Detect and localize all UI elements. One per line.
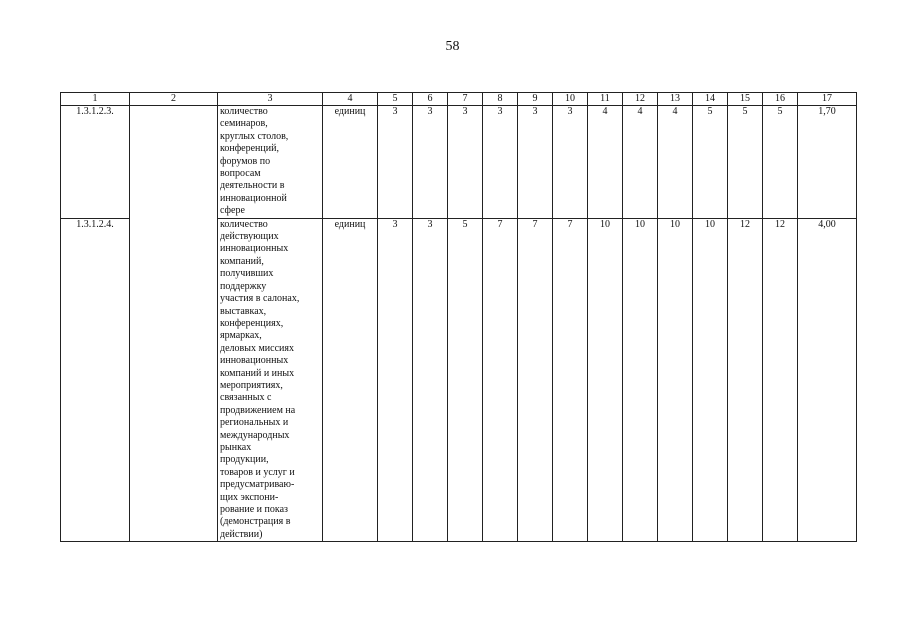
row-value: 4 bbox=[658, 106, 693, 219]
row-value: 4 bbox=[588, 106, 623, 219]
description-line: количество bbox=[220, 106, 268, 117]
row-value: 10 bbox=[658, 218, 693, 542]
description-line: предусматриваю- bbox=[220, 479, 295, 491]
row-value: 3 bbox=[413, 106, 448, 219]
row-value: 7 bbox=[483, 218, 518, 542]
description-line: рынках bbox=[220, 441, 252, 453]
description-line: вопросам bbox=[220, 168, 261, 180]
description-line: конференций, bbox=[220, 143, 279, 155]
column-header: 1 bbox=[61, 93, 130, 106]
column-header: 15 bbox=[728, 93, 763, 106]
header-row bbox=[61, 93, 857, 106]
row-value: 10 bbox=[623, 218, 658, 542]
table-row bbox=[61, 106, 857, 219]
column-header: 7 bbox=[448, 93, 483, 106]
description-line: деятельности в bbox=[220, 180, 285, 192]
description-line: выставках, bbox=[220, 305, 267, 317]
description-line: количество bbox=[220, 218, 268, 230]
row-value: 7 bbox=[518, 218, 553, 542]
row-last-value: 4,00 bbox=[798, 218, 857, 542]
row-description bbox=[218, 218, 323, 542]
description-line: участия в салонах, bbox=[220, 293, 300, 305]
description-line: международных bbox=[220, 429, 290, 441]
description-line: компаний, bbox=[220, 255, 264, 267]
description-line: получивших bbox=[220, 268, 274, 280]
row-value: 12 bbox=[728, 218, 763, 542]
row-value: 5 bbox=[693, 106, 728, 219]
row-value: 5 bbox=[763, 106, 798, 219]
row-value: 3 bbox=[448, 106, 483, 219]
column-header: 14 bbox=[693, 93, 728, 106]
row-value: 5 bbox=[448, 218, 483, 542]
description-line: действии) bbox=[220, 528, 263, 540]
row-value: 10 bbox=[588, 218, 623, 542]
column-header: 17 bbox=[798, 93, 857, 106]
description-line: семинаров, bbox=[220, 118, 268, 130]
description-line: компаний и иных bbox=[220, 367, 295, 379]
row-value: 3 bbox=[378, 218, 413, 542]
description-line: поддержку bbox=[220, 280, 267, 292]
row-code: 1.3.1.2.3. bbox=[61, 106, 130, 219]
row-col2 bbox=[130, 106, 218, 542]
description-line: продвижением на bbox=[220, 404, 296, 416]
description-line: рование и показ bbox=[220, 504, 288, 515]
row-value: 10 bbox=[693, 218, 728, 542]
row-value: 12 bbox=[763, 218, 798, 542]
row-code: 1.3.1.2.4. bbox=[61, 218, 130, 542]
row-value: 3 bbox=[518, 106, 553, 219]
column-header: 8 bbox=[483, 93, 518, 106]
row-value: 3 bbox=[378, 106, 413, 219]
description-line: конференциях, bbox=[220, 317, 284, 329]
row-unit: единиц bbox=[323, 218, 378, 542]
row-value: 3 bbox=[413, 218, 448, 542]
row-unit: единиц bbox=[323, 106, 378, 219]
column-header: 11 bbox=[588, 93, 623, 106]
description-line: сфере bbox=[220, 205, 245, 217]
description-line: круглых столов, bbox=[220, 130, 289, 142]
description-line: инновационных bbox=[220, 243, 289, 255]
description-line: региональных и bbox=[220, 417, 289, 429]
indicator-table bbox=[60, 92, 857, 542]
description-line: товаров и услуг и bbox=[220, 466, 295, 478]
column-header: 5 bbox=[378, 93, 413, 106]
page-number: 58 bbox=[445, 39, 460, 54]
description-line: (демонстрация в bbox=[220, 516, 291, 528]
column-header: 2 bbox=[130, 93, 218, 106]
description-line: связанных с bbox=[220, 392, 272, 404]
description-line: инновационной bbox=[220, 192, 287, 204]
column-header: 6 bbox=[413, 93, 448, 106]
column-header: 10 bbox=[553, 93, 588, 106]
row-value: 5 bbox=[728, 106, 763, 219]
description-line: щих экспони- bbox=[220, 491, 279, 503]
description-line: форумов по bbox=[220, 155, 271, 167]
description-line: мероприятиях, bbox=[220, 379, 283, 391]
row-value: 4 bbox=[623, 106, 658, 219]
description-line: ярмарках, bbox=[220, 330, 262, 342]
row-last-value: 1,70 bbox=[798, 106, 857, 219]
row-value: 3 bbox=[483, 106, 518, 219]
description-line: инновационных bbox=[220, 355, 289, 367]
column-header: 9 bbox=[518, 93, 553, 106]
description-line: деловых миссиях bbox=[220, 342, 294, 354]
column-header: 3 bbox=[218, 93, 323, 106]
row-value: 3 bbox=[553, 106, 588, 219]
description-line: действующих bbox=[220, 231, 279, 243]
column-header: 4 bbox=[323, 93, 378, 106]
column-header: 16 bbox=[763, 93, 798, 106]
description-line: продукции, bbox=[220, 454, 269, 466]
column-header: 12 bbox=[623, 93, 658, 106]
row-value: 7 bbox=[553, 218, 588, 542]
column-header: 13 bbox=[658, 93, 693, 106]
row-description bbox=[218, 106, 323, 219]
